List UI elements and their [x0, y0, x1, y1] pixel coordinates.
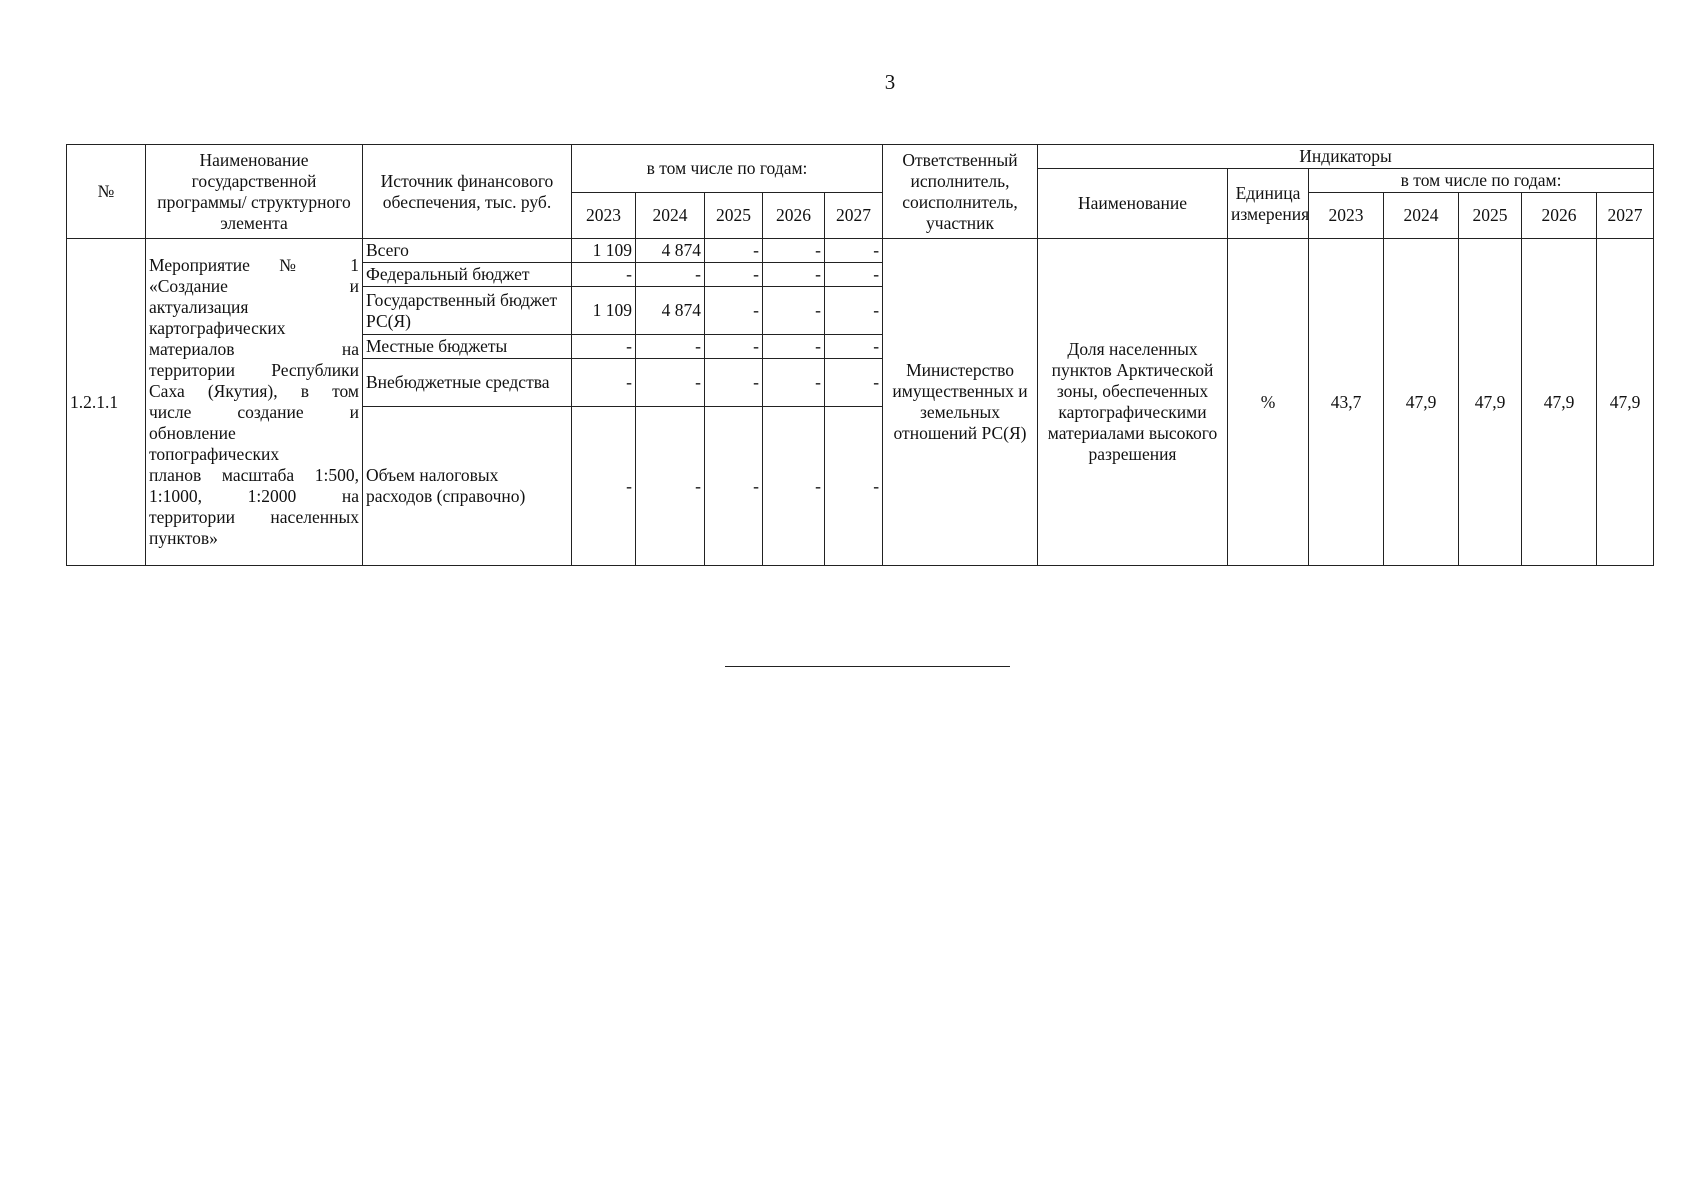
source-value: - [825, 287, 883, 335]
source-value: - [763, 359, 825, 407]
header-year: 2026 [763, 193, 825, 239]
header-year: 2025 [705, 193, 763, 239]
header-year: 2027 [825, 193, 883, 239]
source-value: - [636, 359, 705, 407]
program-name-line: Саха (Якутия), в том [149, 381, 359, 401]
row-responsible: Министерство имущественных и земельных отношений РС(Я) [883, 239, 1038, 566]
source-value: - [572, 407, 636, 566]
header-indicator-year: 2023 [1309, 193, 1384, 239]
source-value: - [825, 359, 883, 407]
indicator-value: 47,9 [1384, 239, 1459, 566]
source-value: - [705, 263, 763, 287]
header-indicator-year: 2024 [1384, 193, 1459, 239]
program-name-line: материалов на [149, 339, 359, 359]
source-value: - [636, 335, 705, 359]
source-value: - [572, 359, 636, 407]
source-value: - [763, 335, 825, 359]
row-program-name [146, 239, 363, 566]
source-value: 4 874 [636, 239, 705, 263]
source-value: 1 109 [572, 287, 636, 335]
header-year: 2023 [572, 193, 636, 239]
header-by-years: в том числе по годам: [572, 145, 883, 193]
source-value: 4 874 [636, 287, 705, 335]
source-value: - [825, 335, 883, 359]
closing-rule [725, 666, 1010, 667]
source-value: - [705, 239, 763, 263]
header-unit: Единица измерения [1228, 169, 1309, 239]
header-number: № [67, 145, 146, 239]
row-number: 1.2.1.1 [67, 239, 146, 566]
row-unit: % [1228, 239, 1309, 566]
program-name-line: 1:1000, 1:2000 на [149, 486, 359, 506]
program-name-line: актуализация [149, 297, 249, 317]
source-value: - [705, 287, 763, 335]
program-name-line: топографических [149, 444, 280, 464]
program-name-line: числе создание и [149, 402, 359, 422]
header-year: 2024 [636, 193, 705, 239]
source-name: Федеральный бюджет [363, 263, 572, 287]
header-indicator-year: 2025 [1459, 193, 1522, 239]
header-source: Источник финансового обеспечения, тыс. руб. [363, 145, 572, 239]
header-program-name: Наименование государственной программы/ структурного элемента [146, 145, 363, 239]
source-value: - [705, 359, 763, 407]
header-indicator-year: 2026 [1522, 193, 1597, 239]
indicator-value: 47,9 [1459, 239, 1522, 566]
program-name-line: пунктов» [149, 528, 218, 548]
indicator-value: 47,9 [1597, 239, 1654, 566]
source-value: - [763, 239, 825, 263]
source-name: Местные бюджеты [363, 335, 572, 359]
program-name-line: «Создание и [149, 276, 359, 296]
source-value: - [825, 407, 883, 566]
source-value: - [763, 407, 825, 566]
indicator-value: 47,9 [1522, 239, 1597, 566]
source-value: - [636, 263, 705, 287]
source-value: - [763, 263, 825, 287]
source-name: Объем налоговых расходов (справочно) [363, 407, 572, 566]
program-name-line: обновление [149, 423, 236, 443]
source-value: - [763, 287, 825, 335]
source-value: 1 109 [572, 239, 636, 263]
indicator-value: 43,7 [1309, 239, 1384, 566]
program-name-line: картографических [149, 318, 286, 338]
page-number: 3 [884, 70, 896, 94]
header-indicator-name: Наименование [1038, 169, 1228, 239]
source-name: Внебюджетные средства [363, 359, 572, 407]
source-value: - [572, 335, 636, 359]
source-value: - [825, 263, 883, 287]
program-table [66, 144, 1654, 566]
header-responsible: Ответственный исполнитель, соисполнитель, участник [883, 145, 1038, 239]
source-value: - [705, 407, 763, 566]
source-value: - [705, 335, 763, 359]
header-indicators: Индикаторы [1038, 145, 1654, 169]
header-indicator-by-years: в том числе по годам: [1309, 169, 1654, 193]
source-value: - [825, 239, 883, 263]
source-value: - [572, 263, 636, 287]
program-name-line: Мероприятие № 1 [149, 255, 359, 275]
program-name-line: планов масштаба 1:500, [149, 465, 359, 485]
row-indicator-name: Доля населенных пунктов Арктической зоны, обеспеченных картографическими материалами высокого разрешения [1038, 239, 1228, 566]
source-name: Государственный бюджет РС(Я) [363, 287, 572, 335]
source-name: Всего [363, 239, 572, 263]
program-name-line: территории Республики [149, 360, 359, 380]
source-value: - [636, 407, 705, 566]
header-indicator-year: 2027 [1597, 193, 1654, 239]
program-name-line: территории населенных [149, 507, 359, 527]
